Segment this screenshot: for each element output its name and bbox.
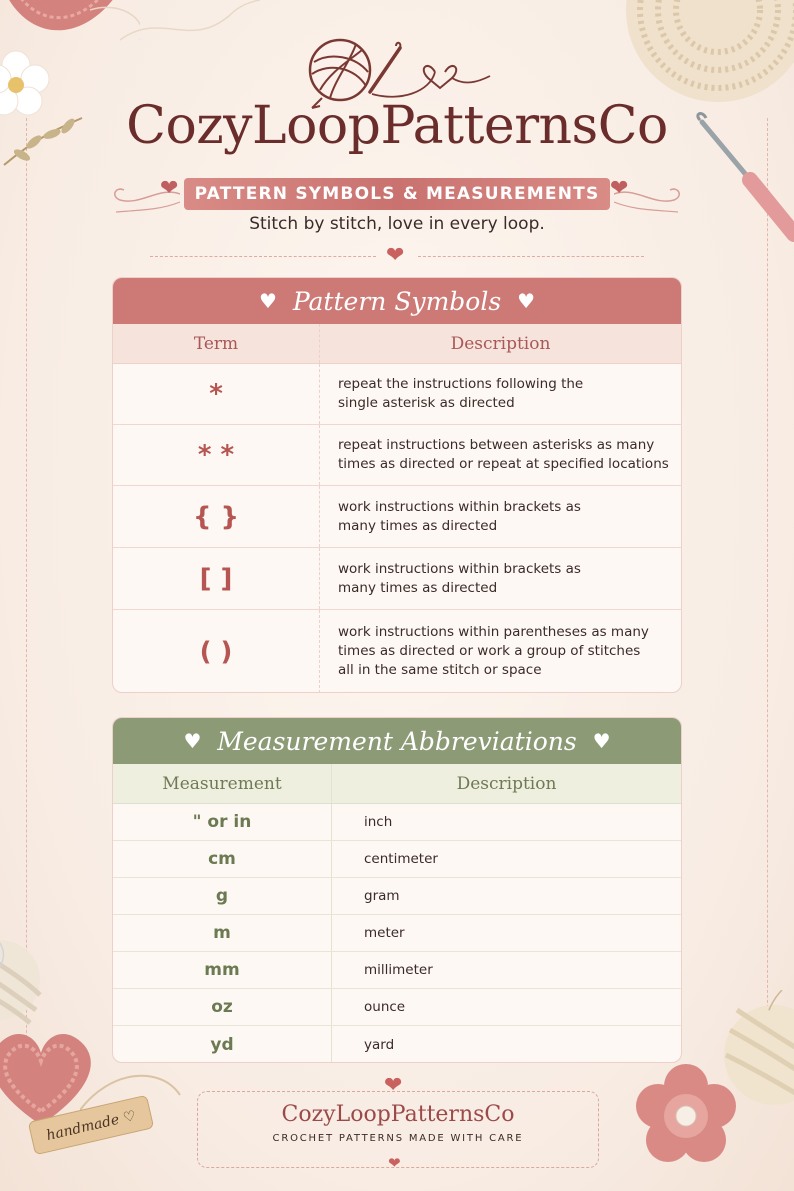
yarn-strand-icon (120, 0, 260, 60)
footer-subtitle: CROCHET PATTERNS MADE WITH CARE (272, 1133, 524, 1144)
symbol-description: work instructions within parentheses as many times as directed or work a group of stitches all in the same stitch or space (338, 624, 649, 678)
measurement-description: centimeter (364, 851, 438, 867)
crochet-doily-icon (618, 0, 794, 110)
measurement-description: gram (364, 888, 400, 904)
symbol-term: { } (113, 486, 320, 547)
column-header-description: Description (450, 334, 551, 354)
table-row (113, 610, 681, 693)
heart-icon: ❤ (160, 176, 179, 201)
symbol-description: repeat instructions between asterisks as many times as directed or repeat at specified locations (338, 437, 669, 472)
table-row (113, 989, 681, 1026)
measurement-abbr: cm (113, 841, 332, 877)
yarn-ball-icon (0, 925, 50, 1035)
column-headers (113, 324, 681, 364)
footer-brand: CozyLoopPatternsCo (281, 1102, 515, 1127)
heart-icon: ♥ (258, 289, 277, 313)
table-row (113, 486, 681, 548)
table-row (113, 804, 681, 841)
banner-title: PATTERN SYMBOLS & MEASUREMENTS (184, 178, 610, 210)
table-header (113, 718, 681, 764)
table-row (113, 915, 681, 952)
column-header-description: Description (456, 774, 557, 794)
heart-icon: ❤ (386, 243, 405, 268)
symbol-term: ( ) (113, 610, 320, 693)
handmade-tag-label: handmade (44, 1111, 121, 1145)
measurement-description: inch (364, 814, 393, 830)
symbol-term: * (113, 364, 320, 424)
heart-icon: ❤ (610, 176, 629, 201)
measurement-description: millimeter (364, 962, 433, 978)
divider-line (150, 256, 376, 257)
measurement-abbr: g (113, 878, 332, 914)
measurement-abbr: " or in (113, 804, 332, 840)
right-guide-line (767, 118, 768, 1048)
table-row (113, 364, 681, 425)
crochet-flower-icon (628, 1058, 746, 1176)
table-row (113, 425, 681, 486)
symbol-term: * * (113, 425, 320, 485)
table-row (113, 548, 681, 610)
table-row (113, 841, 681, 878)
column-headers (113, 764, 681, 804)
tagline: Stitch by stitch, love in every loop. (249, 214, 545, 234)
brand-title: CozyLoopPatternsCo (126, 96, 668, 156)
measurement-abbr: mm (113, 952, 332, 988)
heart-icon: ❤ (388, 1154, 401, 1172)
measurement-abbr: yd (113, 1026, 332, 1063)
table-title: Measurement Abbreviations (217, 727, 577, 756)
heart-icon: ♥ (517, 289, 535, 313)
table-row (113, 1026, 681, 1063)
heart-icon: ♥ (592, 729, 611, 753)
heart-icon: ♡ (121, 1107, 138, 1127)
column-header-measurement: Measurement (113, 764, 332, 803)
column-header-term: Term (113, 324, 320, 363)
measurement-description: ounce (364, 999, 406, 1015)
symbol-term: [ ] (113, 548, 320, 609)
symbol-description: work instructions within brackets as many times as directed (338, 560, 581, 596)
table-row (113, 952, 681, 989)
table-title: Pattern Symbols (292, 287, 502, 316)
table-header (113, 278, 681, 324)
pattern-symbols-table (112, 277, 682, 693)
symbol-description: repeat the instructions following the single asterisk as directed (338, 376, 584, 411)
symbol-description: work instructions within brackets as many times as directed (338, 498, 581, 534)
table-row (113, 878, 681, 915)
divider-line (418, 256, 644, 257)
heart-icon: ❤ (384, 1073, 403, 1098)
measurement-abbr: oz (113, 989, 332, 1025)
measurement-description: yard (364, 1036, 395, 1053)
measurement-description: meter (364, 925, 405, 941)
measurement-abbreviations-table (112, 717, 682, 1063)
heart-icon: ♥ (183, 729, 202, 753)
measurement-abbr: m (113, 915, 332, 951)
